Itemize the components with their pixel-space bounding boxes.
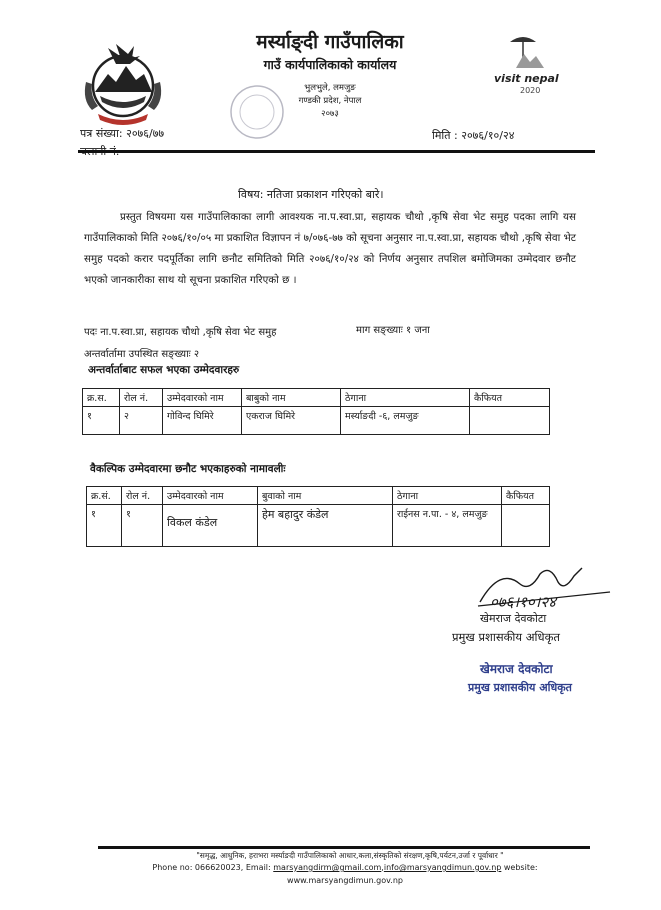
stamp-name: खेमराज देवकोटा: [480, 662, 553, 676]
footer-email-separator: ,: [381, 863, 384, 872]
cell-address: राईनस न.पा. - ४, लमजुङ: [393, 505, 502, 547]
col-father: बाबुको नाम: [242, 389, 341, 407]
col-roll: रोल नं.: [122, 487, 163, 505]
nepal-emblem-logo: [78, 38, 168, 126]
successful-candidates-table: [82, 388, 550, 435]
footer-email-2[interactable]: info@marsyangdimun.gov.np: [383, 863, 502, 872]
col-sn: क्र.सं.: [87, 487, 122, 505]
table2-heading: वैकल्पिक उम्मेदवारमा छनौट भएकाहरुको नामावलीः: [90, 463, 286, 475]
col-remarks: कैफियत: [470, 389, 550, 407]
table1-heading: अन्तर्वार्ताबाट सफल भएका उम्मेदवारहरु: [88, 364, 240, 376]
footer-email-1[interactable]: marsyangdirm@gmail.com: [273, 863, 382, 872]
footer-website[interactable]: www.marsyangdimun.gov.np: [287, 876, 403, 885]
address-line-2: गण्डकी प्रदेश, नेपाल: [298, 96, 362, 106]
cell-remarks: [470, 407, 550, 435]
signer-title: प्रमुख प्रशासकीय अधिकृत: [452, 630, 560, 644]
col-address: ठेगाना: [393, 487, 502, 505]
letter-number: पत्र संख्या: २०७६/७७: [80, 127, 165, 140]
cell-name: गोविन्द घिमिरे: [163, 407, 242, 435]
subject-line: विषय: नतिजा प्रकाशन गरिएको बारे।: [238, 188, 384, 201]
cell-father: एकराज घिमिरे: [242, 407, 341, 435]
post-line: पदः ना.प.स्वा.प्रा, सहायक चौथो ,कृषि सेवा भेट समुह: [84, 327, 277, 338]
footer-website-label: website:: [501, 863, 538, 872]
demand-count: माग सङ्ख्याः १ जना: [356, 325, 430, 336]
stamp-title: प्रमुख प्रशासकीय अधिकृत: [468, 681, 572, 694]
cell-father: हेम बहादुर कंडेल: [258, 505, 393, 547]
footer-phone: Phone no: 066620023, Email:: [152, 863, 274, 872]
col-name: उम्मेदवारको नाम: [163, 389, 242, 407]
handwritten-date: ०७६।१०।२४: [490, 593, 556, 611]
table-header-row: [87, 487, 550, 505]
header-divider: [78, 150, 595, 153]
visit-nepal-year: 2020: [520, 86, 541, 95]
signer-name: खेमराज देवकोटा: [480, 612, 547, 625]
col-name: उम्मेदवारको नाम: [163, 487, 258, 505]
cell-sn: १: [83, 407, 120, 435]
visit-nepal-label: visit nepal: [494, 72, 559, 85]
col-remarks: कैफियत: [502, 487, 550, 505]
cell-sn: १: [87, 505, 122, 547]
address-line-3: २०७३: [321, 109, 339, 119]
col-father: बुवाको नाम: [258, 487, 393, 505]
table-row: [87, 505, 550, 547]
cell-roll: २: [120, 407, 163, 435]
address-line-1: भुलभुले, लमजुङ: [304, 83, 356, 93]
cell-roll: १: [122, 505, 163, 547]
office-name: गाउँ कार्यपालिकाको कार्यालय: [263, 57, 397, 72]
cell-address: मर्स्याङदी -६, लमजुङ: [341, 407, 470, 435]
letter-date: मिति : २०७६/१०/२४: [432, 129, 515, 142]
table-row: [83, 407, 550, 435]
col-roll: रोल नं.: [120, 389, 163, 407]
visit-nepal-logo: [498, 34, 568, 74]
footer-divider: [98, 846, 590, 849]
org-name: मर्स्याङ्दी गाउँपालिका: [256, 31, 404, 53]
interview-count: अन्तर्वार्तामा उपस्थित सङ्ख्याः २: [84, 349, 200, 360]
body-paragraph: प्रस्तुत विषयमा यस गाउँपालिकाका लागी आवश्यक ना.प.स्वा.प्रा, सहायक चौथो ,कृषि सेवा भेट समुह पदका लागि यस गाउँपालिकाको मिति २०७६/१०/०५ मा प्रकाशित विज्ञापन नं ७/०७६-७७ को सूचना अनुसार ना.प.स्वा.प्रा, सहायक चौथो ,कृषि सेवा भेट समुह पदको करार पदपूर्तिका लागि छनौट समितिको मिति २०७६/१०/२४ को निर्णय अनुसार तपशिल बमोजिमका उम्मेदवार छनौट भएको जानकारीका साथ यो सूचना प्रकाशित गरिएको छ ।: [84, 211, 576, 286]
footer-motto: "समृद्ध, आधुनिक, हराभरा मर्स्याङदी गाउँपालिकाको आधार,कला,संस्कृतिको संरक्षण,कृषि,पर्यटन,उर्जा र पूर्वाधार ": [196, 851, 504, 860]
alternate-candidates-table: [86, 486, 550, 547]
table-header-row: [83, 389, 550, 407]
cell-name: विकल कंडेल: [163, 505, 258, 547]
cell-remarks: [502, 505, 550, 547]
footer-contact: [100, 863, 590, 872]
col-sn: क्र.स.: [83, 389, 120, 407]
col-address: ठेगाना: [341, 389, 470, 407]
